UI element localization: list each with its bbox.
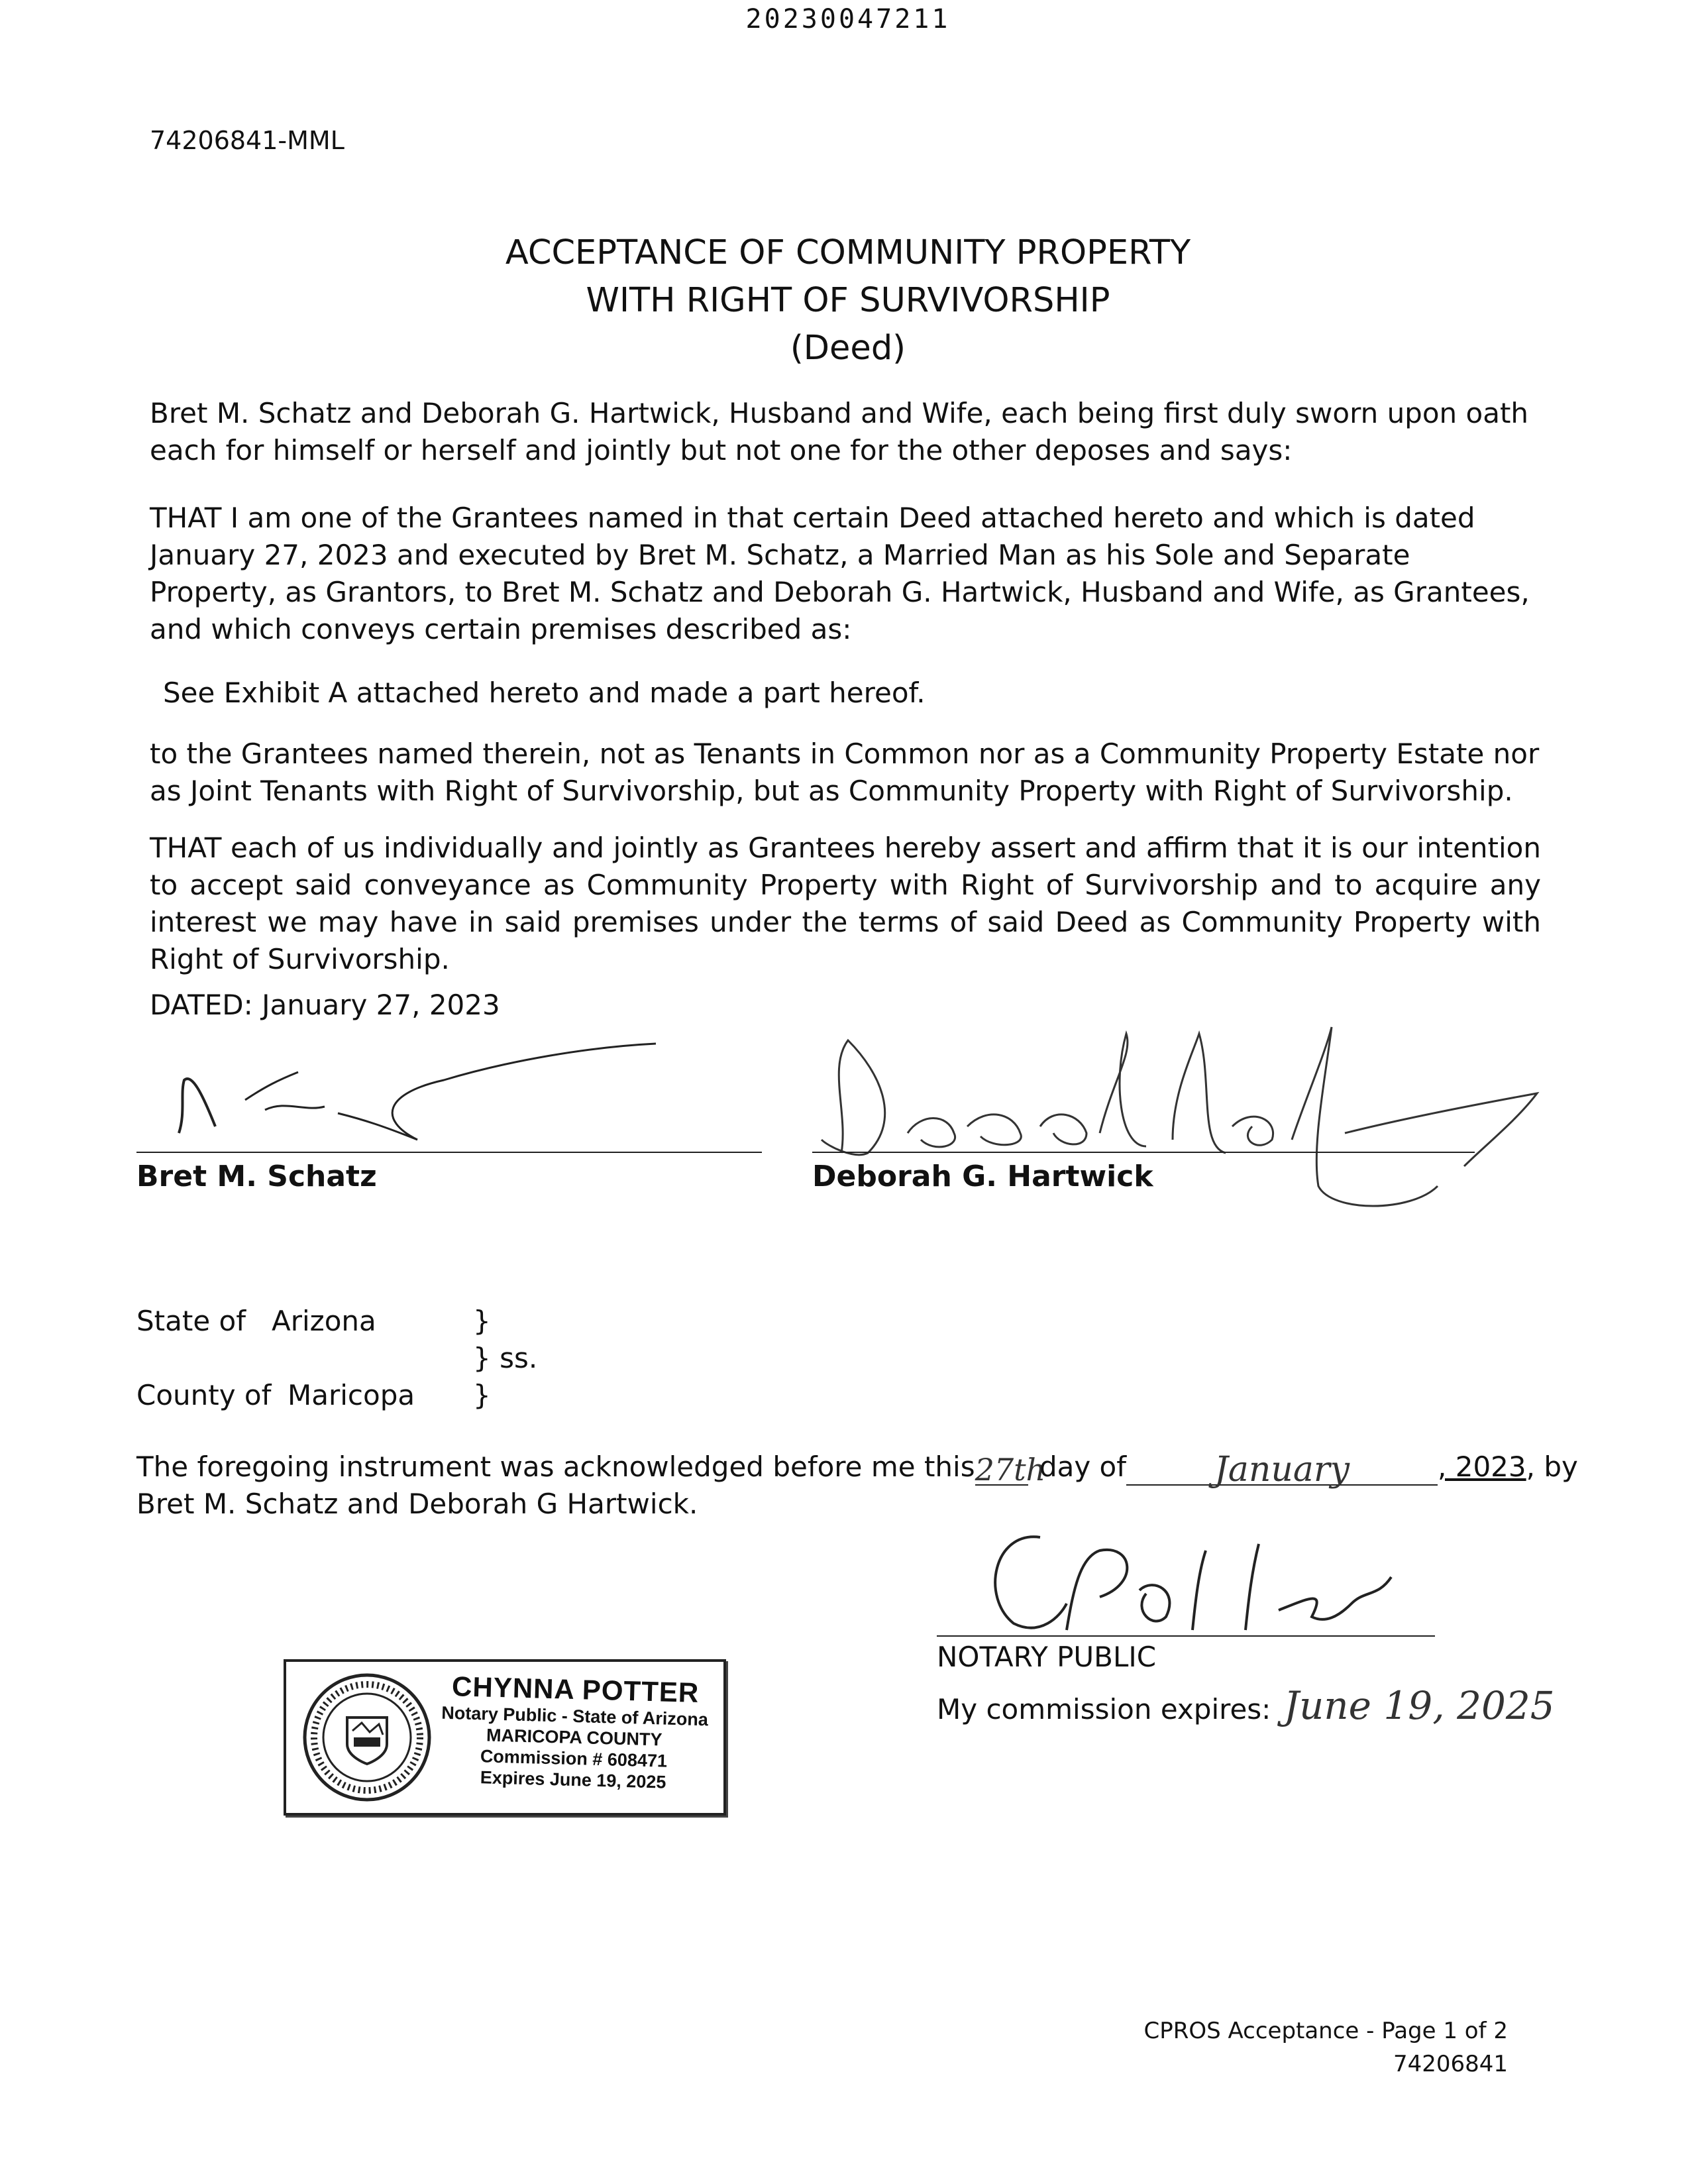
ack-day-handwritten: 27th bbox=[975, 1452, 1046, 1488]
stamp-line-4: Expires June 19, 2025 bbox=[480, 1767, 666, 1792]
signature-bret-schatz bbox=[166, 1034, 669, 1160]
acknowledgment-line bbox=[136, 1448, 1578, 1490]
ack-month-handwritten: January bbox=[1214, 1450, 1350, 1490]
notary-signature-line bbox=[937, 1635, 1435, 1637]
deposition-paragraph: Bret M. Schatz and Deborah G. Hartwick, Husband and Wife, each being first duly sworn upon oath each for himself or herself and jointly but not one for the other deposes and says: bbox=[150, 397, 1529, 466]
ack-by: , by bbox=[1526, 1450, 1578, 1483]
ack-prefix: The foregoing instrument was acknowledged before me this bbox=[136, 1450, 975, 1483]
signer-name-1: Bret M. Schatz bbox=[136, 1160, 377, 1193]
page-footer bbox=[1143, 2014, 1508, 2081]
ack-signers: Bret M. Schatz and Deborah G Hartwick. bbox=[136, 1488, 698, 1520]
ack-day-of: day of bbox=[1039, 1450, 1127, 1483]
ack-day-field bbox=[975, 1451, 1046, 1488]
commission-label: My commission expires: bbox=[937, 1693, 1271, 1725]
venue-ss: } ss. bbox=[473, 1342, 538, 1374]
document-title bbox=[0, 229, 1696, 372]
file-number: 74206841-MML bbox=[150, 126, 344, 155]
notary-public-label: NOTARY PUBLIC bbox=[937, 1641, 1157, 1673]
venue-brace-1: } bbox=[473, 1305, 491, 1337]
venue-state: Arizona bbox=[272, 1305, 376, 1337]
commission-expiry-handwritten: June 19, 2025 bbox=[1283, 1683, 1555, 1728]
signer-name-2: Deborah G. Hartwick bbox=[812, 1160, 1153, 1193]
signature-line-1 bbox=[136, 1152, 762, 1153]
affirmation-paragraph: THAT each of us individually and jointly as Grantees hereby assert and affirm that it is our intention to accept said conveyance as Community Property with Right of Survivorship and to acquire any interest we may have in said premises under the terms of said Deed as Community Property with Right of Survivorship. bbox=[150, 832, 1541, 975]
title-line-2: WITH RIGHT OF SURVIVORSHIP bbox=[586, 281, 1110, 320]
arizona-seal-icon bbox=[301, 1671, 433, 1804]
notary-signature bbox=[967, 1517, 1431, 1643]
venue-state-label: State of bbox=[136, 1305, 246, 1337]
grantee-paragraph: THAT I am one of the Grantees named in that certain Deed attached hereto and which is dated January 27, 2023 and executed by Bret M. Schatz, a Married Man as his Sole and Separate Property, as Grantors, to Bret M. Schatz and Deborah G. Hartwick, Husband and Wife, as Grantees, and which conveys certain premises described as: bbox=[150, 502, 1530, 645]
stamp-line-1: Notary Public - State of Arizona bbox=[441, 1702, 709, 1730]
footer-file-number: 74206841 bbox=[1393, 2051, 1508, 2077]
stamp-line-3: Commission # 608471 bbox=[480, 1746, 668, 1771]
venue-county: Maricopa bbox=[288, 1379, 415, 1411]
exhibit-reference: See Exhibit A attached hereto and made a part hereof. bbox=[163, 677, 926, 709]
stamp-notary-name: CHYNNA POTTER bbox=[451, 1670, 700, 1708]
commission-expiry-line bbox=[937, 1683, 1555, 1728]
stamp-text bbox=[437, 1670, 712, 1794]
recording-number: 20230047211 bbox=[745, 4, 951, 34]
signature-deborah-hartwick bbox=[802, 1014, 1590, 1226]
title-line-3: (Deed) bbox=[790, 329, 906, 368]
venue-county-label: County of bbox=[136, 1379, 272, 1411]
tenancy-paragraph: to the Grantees named therein, not as Tenants in Common nor as a Community Property Estate nor as Joint Tenants with Right of Survivorship, but as Community Property with Right of Survivorship. bbox=[150, 737, 1540, 807]
ack-month-field bbox=[1126, 1450, 1438, 1490]
notary-stamp bbox=[284, 1659, 726, 1816]
title-line-1: ACCEPTANCE OF COMMUNITY PROPERTY bbox=[505, 233, 1191, 272]
ack-year: , 2023 bbox=[1438, 1450, 1526, 1483]
footer-page-label: CPROS Acceptance - Page 1 of 2 bbox=[1143, 2018, 1508, 2044]
venue-brace-2: } bbox=[473, 1379, 491, 1411]
stamp-line-2: MARICOPA COUNTY bbox=[486, 1725, 662, 1750]
dated-line: DATED: January 27, 2023 bbox=[150, 989, 500, 1021]
signature-line-2 bbox=[812, 1152, 1475, 1153]
